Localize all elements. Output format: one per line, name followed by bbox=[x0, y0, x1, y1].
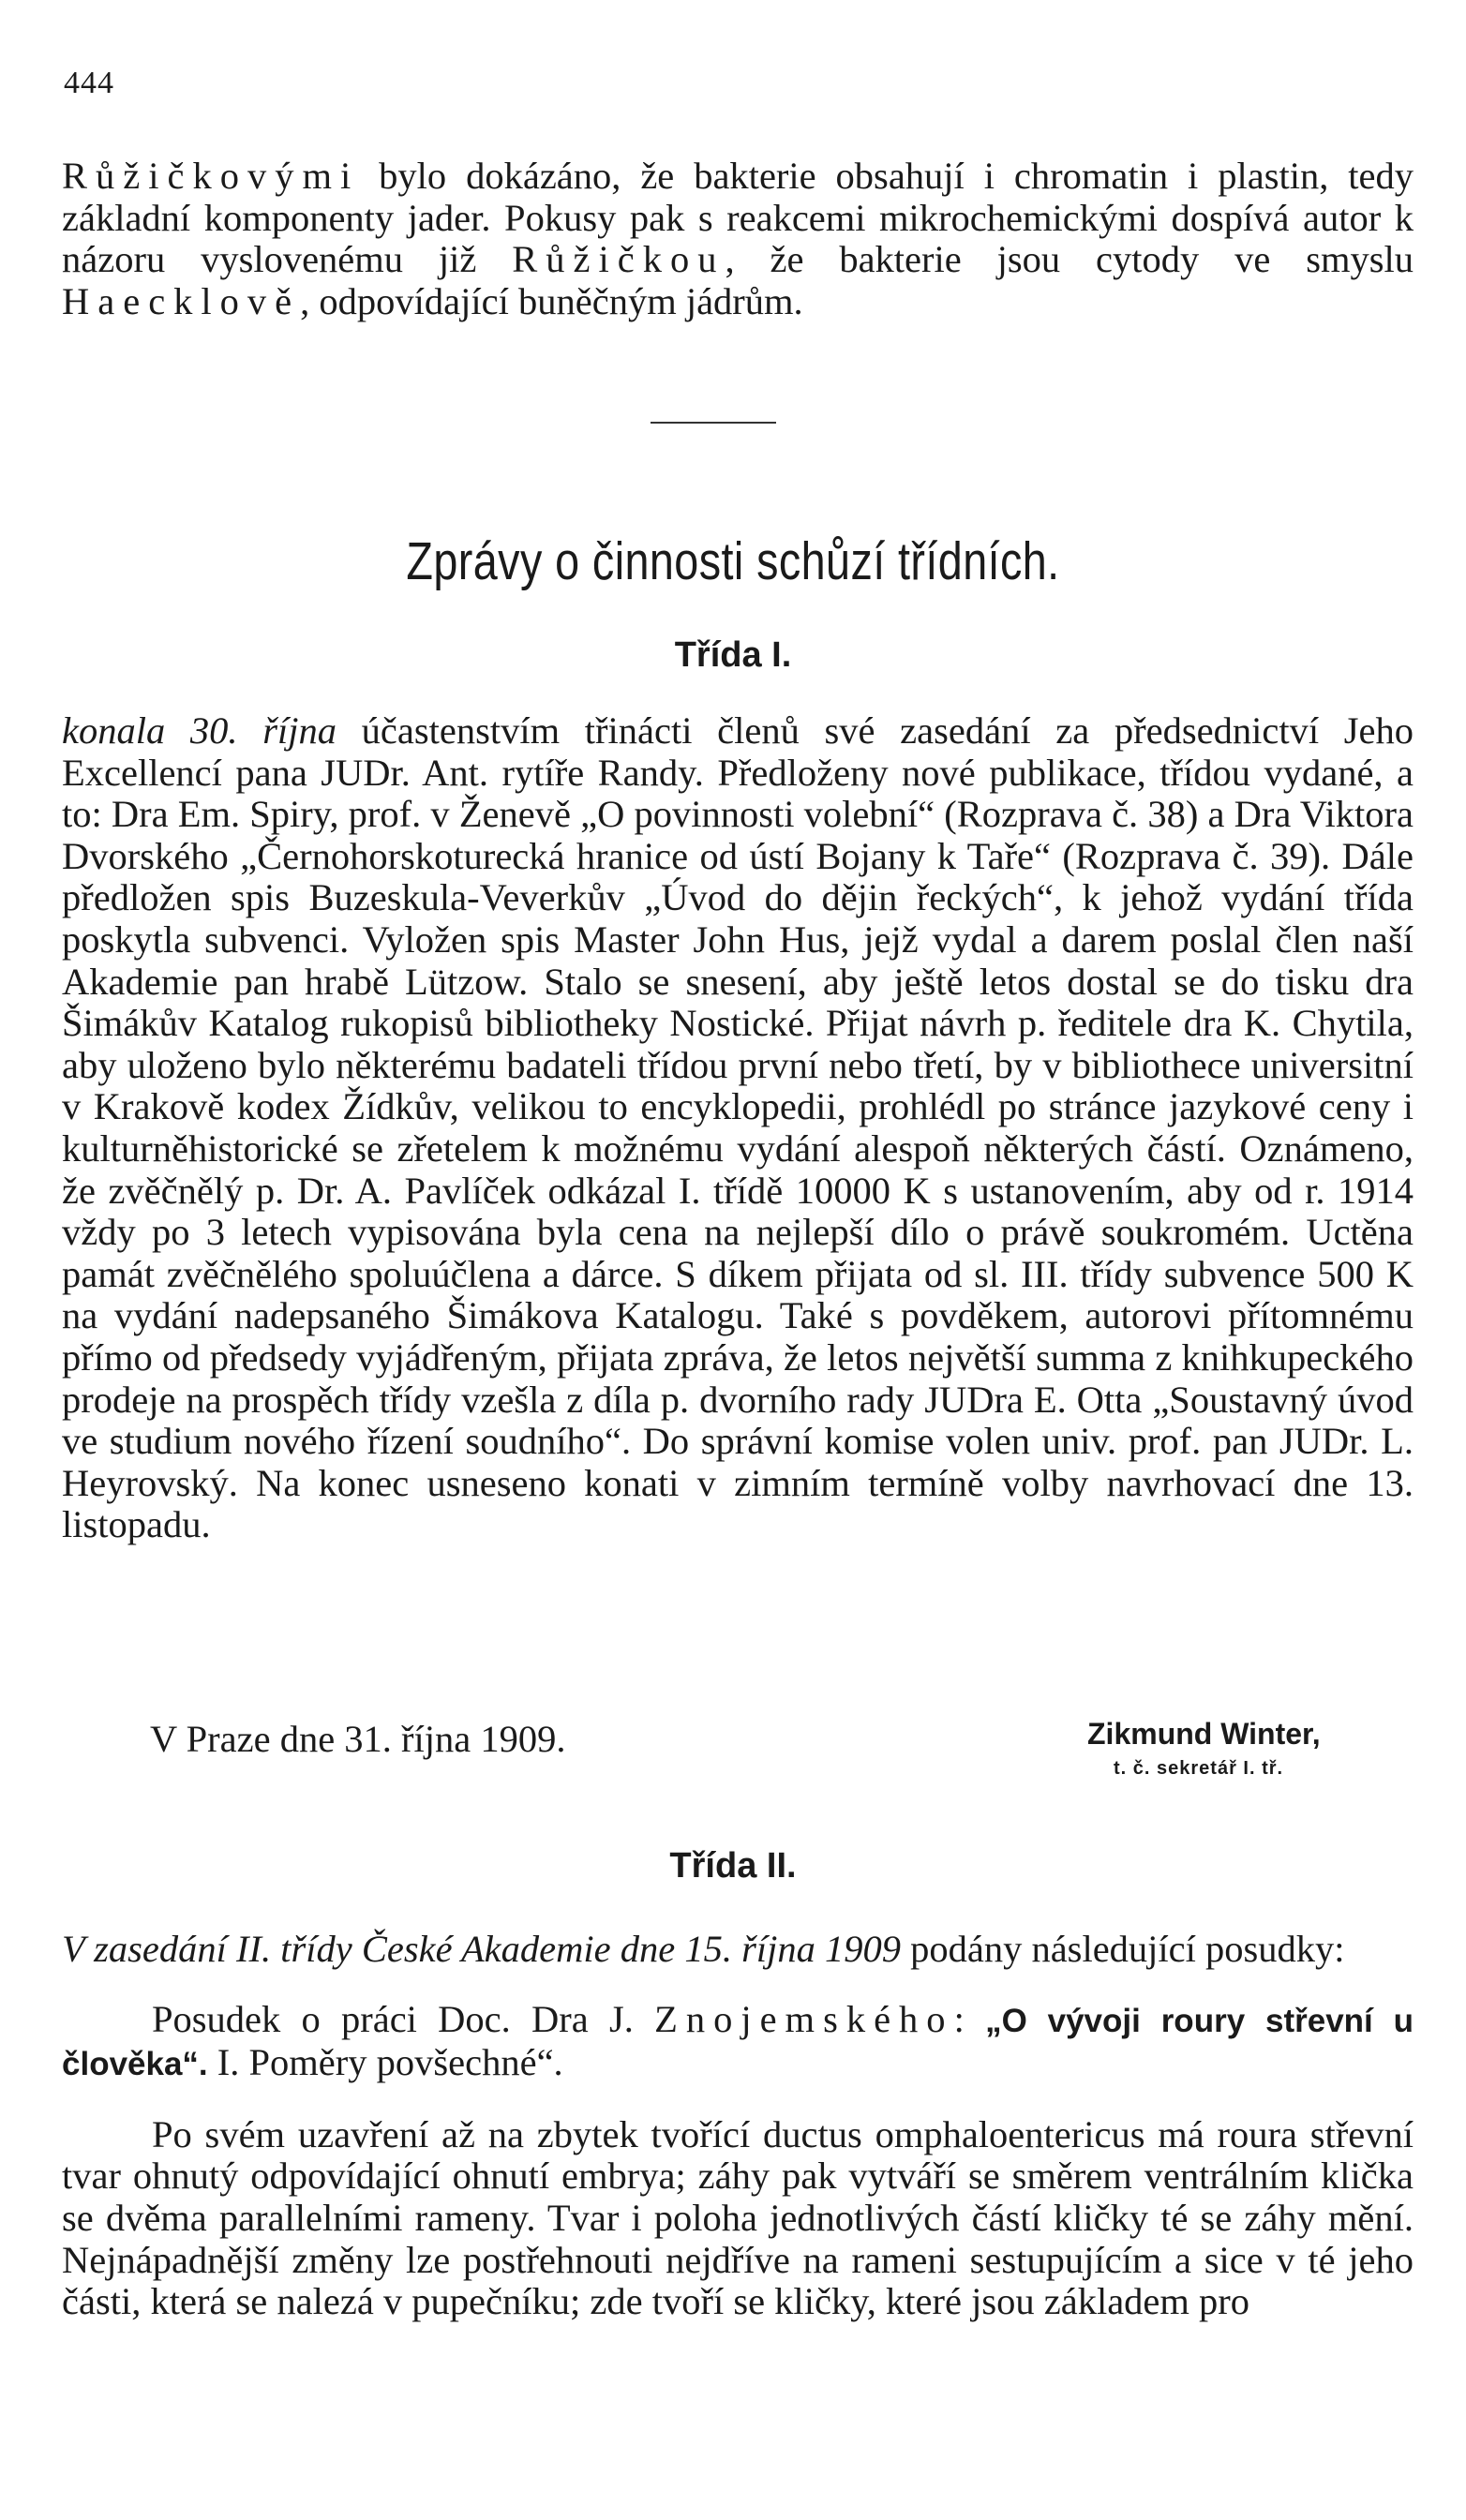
trida-2-body: Po svém uzavření až na zbytek tvořící ductus omphaloentericus má roura střevní tvar ohnutý odpovídající ohnutí embrya; záhy pak vytváří se směrem ventrálním klička se dvěma parallelními rameny. Tvar i poloha jednotlivých částí kličky té se záhy mění. Nejnápadnější změny lze postřehnouti nejdříve na rameni sestupujícím a sice v té jeho části, která se nalezá v pupečníku; zde tvoří se kličky, které jsou základem pro bbox=[62, 2112, 1414, 2323]
intro-text-3: , odpovídající buněčným jádrům. bbox=[300, 279, 803, 322]
intro-text-2: , že bakterie jsou cytody ve smyslu bbox=[725, 238, 1414, 281]
intro-text-1: bylo dokázáno, že bakterie obsahují i chromatin i plastin, tedy základní komponenty jader. Pokusy pak s reakcemi mikrochemickými dospívá autor k názoru vyslovenému již bbox=[62, 155, 1414, 281]
section-divider bbox=[651, 422, 776, 424]
trida-1-date: konala 30. října bbox=[62, 709, 337, 752]
trida-1-body: účastenstvím třinácti členů své zasedání za předsednictví Jeho Excellencí pana JUDr. Ant. rytíře Randy. Předloženy nové publikace, třídou vydané, a to: Dra Em. Spiry, prof. v Ženevě „O povinnosti volební“ (Rozprava č. 38) a Dra Viktora Dvorského „Černohorskoturecká hranice od ústí Bojany k Taře“ (Rozprava č. 39). Dále předložen spis Buzeskula-Veverkův „Úvod do dějin řeckých“, k jehož vydání třída poskytla subvenci. Vyložen spis Master John Hus, jejž vydal a darem poslal člen naší Akademie pan hrabě Lützow. Stalo se snesení, aby ještě letos dostal se do tisku dra Šimákův Katalog rukopisů bibliotheky Nostické. Přijat návrh p. ředitele dra K. Chytila, aby uloženo bylo některému badateli třídou první nebo třetí, by v bibliothece universitní v Krakově kodex Žídkův, velikou to encyklopedii, prohlédl po stránce jazykové ceny i kulturněhistorické se zřetelem k možnému vydání alespoň některých částí. Oznámeno, že zvěčnělý p. Dr. A. Pavlíček odkázal I. třídě 10000 K s ustanovením, aby od r. 1914 vždy po 3 letech vypisována byla cena na nejlepší dílo o právě soukromém. Uctěna památ zvěčnělého spoluúčlena a dárce. S díkem přijata od sl. III. třídy subvence 500 K na vydání nadepsaného Šimákova Katalogu. Také s povděkem, autorovi přítomnému přímo od předsedy vyjádřeným, přijata zpráva, že letos největší summa z knihkupeckého prodeje na prospěch třídy vzešla z díla p. dvorního rady JUDra E. Otta „Soustavný úvod ve studium nového řízení soudního“. Do správní komise volen univ. prof. pan JUDr. L. Heyrovský. Na konec usneseno konati v zimním termíně volby navrhovací dne 13. listopadu. bbox=[62, 709, 1414, 1546]
trida-1-paragraph bbox=[62, 710, 1414, 1546]
trida-1-signer-title: t. č. sekretář I. tř. bbox=[1114, 1758, 1284, 1779]
intro-paragraph bbox=[62, 156, 1414, 322]
trida-2-intro-rest: podány následující posudky: bbox=[900, 1928, 1345, 1970]
trida-1-heading: Třída I. bbox=[674, 635, 792, 675]
posudek-work-title: „O vývoji roury střevní u člověka“. bbox=[62, 2002, 1414, 2083]
trida-1-report bbox=[62, 710, 1414, 1546]
trida-1-signoff: V Praze dne 31. října 1909. bbox=[150, 1718, 566, 1760]
intro-name-ruzickovymi: Růžičkovými bbox=[62, 155, 360, 197]
trida-2-intro bbox=[62, 1929, 1414, 1971]
trida-2-heading: Třída II. bbox=[669, 1846, 797, 1886]
intro-name-ruzickou: Růžičkou bbox=[512, 238, 726, 281]
trida-1-signer-name: Zikmund Winter, bbox=[1087, 1717, 1321, 1751]
intro-paragraph-block bbox=[62, 156, 1414, 322]
spacer bbox=[62, 1971, 1414, 1999]
trida-2-report bbox=[62, 1929, 1414, 2323]
trida-2-intro-italic: V zasedání II. třídy České Akademie dne 15. října 1909 bbox=[62, 1928, 901, 1970]
spacer bbox=[62, 2086, 1414, 2114]
trida-2-posudek bbox=[62, 1999, 1414, 2086]
intro-name-haecklove: Haecklově bbox=[62, 279, 301, 322]
page-number: 444 bbox=[64, 66, 114, 100]
posudek-author-name: Znojemského bbox=[654, 1997, 954, 2040]
posudek-mid: : bbox=[953, 1997, 986, 2040]
posudek-post: I. Poměry povšechné“. bbox=[207, 2041, 563, 2084]
main-heading: Zprávy o činnosti schůzí třídních. bbox=[406, 531, 1060, 591]
posudek-pre: Posudek o práci Doc. Dra J. bbox=[152, 1997, 655, 2040]
